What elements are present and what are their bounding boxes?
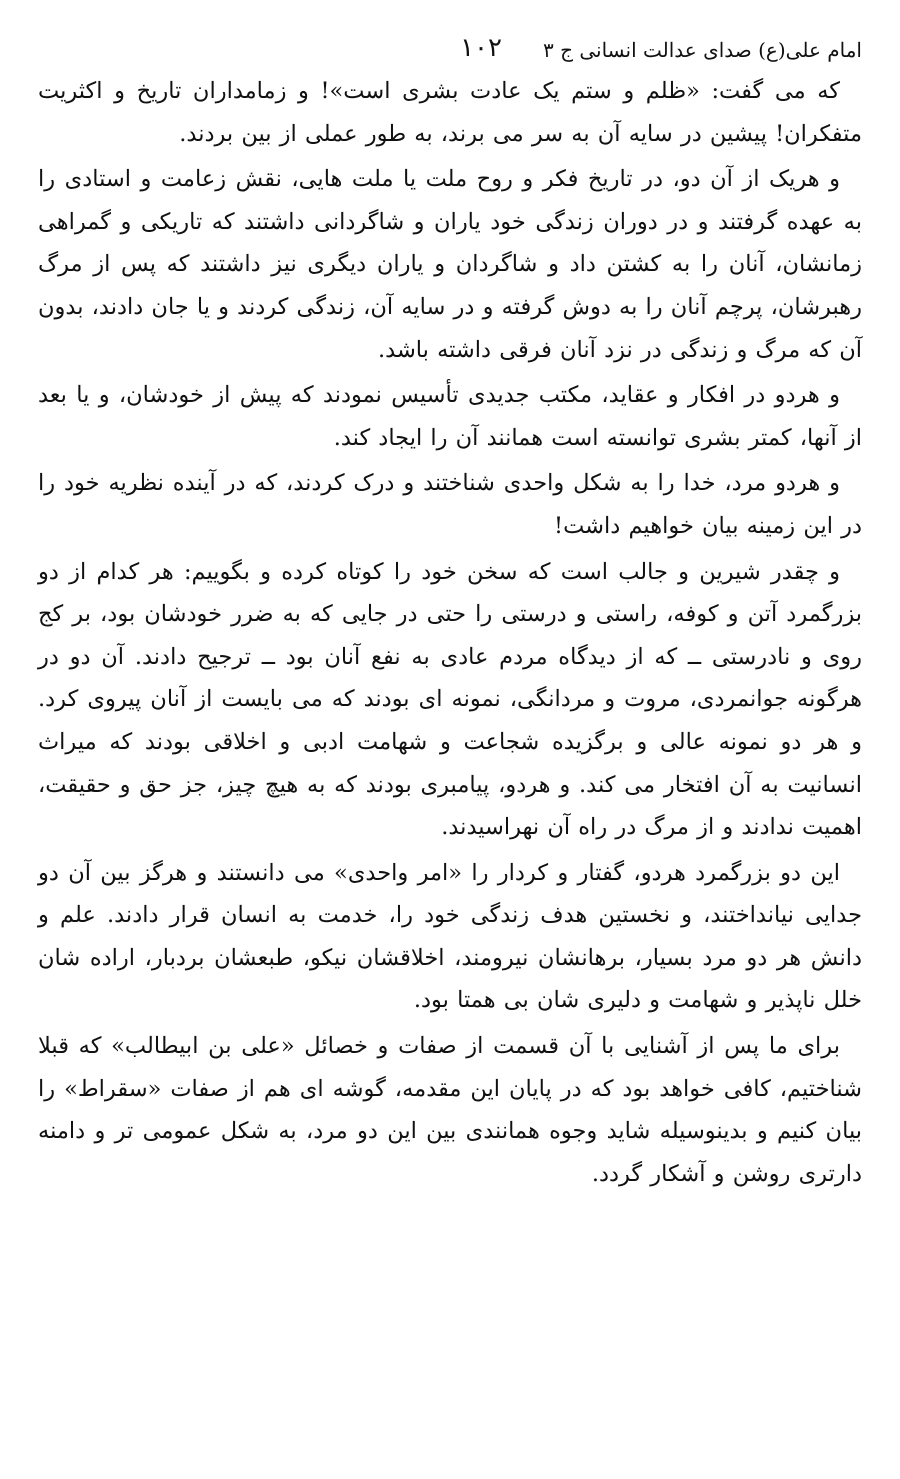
paragraph: این دو بزرگمرد هردو، گفتار و کردار را «امر واحدی» می دانستند و هرگز بین آن دو جدایی نیانداختند، و نخستین هدف زندگی خود را، خدمت به انسان قرار دادند. علم و دانش هر دو مرد بسیار، برهانشان نیرومند، اخلاقشان نیکو، طبعشان بردبار، اراده شان خلل ناپذیر و شهامت و دلیری شان بی همتا بود. [38, 859, 862, 1014]
paragraph: و هریک از آن دو، در تاریخ فکر و روح ملت یا ملت هایی، نقش زعامت و استادی را به عهده گرفتند و در دوران زندگی خود یاران و شاگردانی داشتند که تاریکی و گمراهی زمانشان، آنان را به کشتن داد و شاگردان و یاران دیگری نیز داشتند که پس از مرگ رهبرشان، پرچم آنان را به دوش گرفته و در سایه آن، زندگی کردند و یا جان دادند، بدون آن که مرگ و زندگی در نزد آنان فرقی داشته باشد. [38, 166, 862, 363]
body-text [38, 70, 862, 1195]
paragraph: و هردو مرد، خدا را به شکل واحدی شناختند و درک کردند، که در آینده نظریه خود را در این زمینه بیان خواهیم داشت! [38, 470, 862, 539]
book-page [38, 30, 862, 1450]
page-header [38, 30, 862, 70]
paragraph: و چقدر شیرین و جالب است که سخن خود را کوتاه کرده و بگوییم: هر کدام از دو بزرگمرد آتن و کوفه، راستی و درستی را حتی در جایی که به ضرر خودشان بود، بر کج روی و نادرستی ــ که از دیدگاه مردم عادی به نفع آنان بود ــ ترجیح دادند. آن دو در هرگونه جوانمردی، مروت و مردانگی، نمونه ای بودند که می بایست از آنان پیروی کرد. و هر دو نمونه عالی و برگزیده شجاعت و شهامت ادبی و اخلاقی بودند که میراث انسانیت به آن افتخار می کند. و هردو، پیامبری بودند که به هیچ چیز، جز حق و حقیقت، اهمیت ندادند و از مرگ در راه آن نهراسیدند. [38, 558, 862, 841]
paragraph: برای ما پس از آشنایی با آن قسمت از صفات و خصائل «علی بن ابیطالب» که قبلا شناختیم، کافی خواهد بود که در پایان این مقدمه، گوشه ای هم از صفات «سقراط» را بیان کنیم و بدینوسیله شاید وجوه همانندی بین این دو مرد، به شکل عمومی تر و دامنه دارتری روشن و آشکار گردد. [38, 1033, 862, 1187]
paragraph: که می گفت: «ظلم و ستم یک عادت بشری است»! و زمامداران تاریخ و اکثریت متفکران! پیشین در سایه آن به سر می برند، به طور عملی از بین بردند. [38, 78, 862, 147]
paragraph: و هردو در افکار و عقاید، مکتب جدیدی تأسیس نمودند که پیش از خودشان، و یا بعد از آنها، کمتر بشری توانسته است همانند آن را ایجاد کند. [38, 382, 862, 451]
running-title: امام علی(ع) صدای عدالت انسانی ج ۳ [542, 38, 862, 62]
page-number: ۱۰۲ [460, 33, 502, 63]
